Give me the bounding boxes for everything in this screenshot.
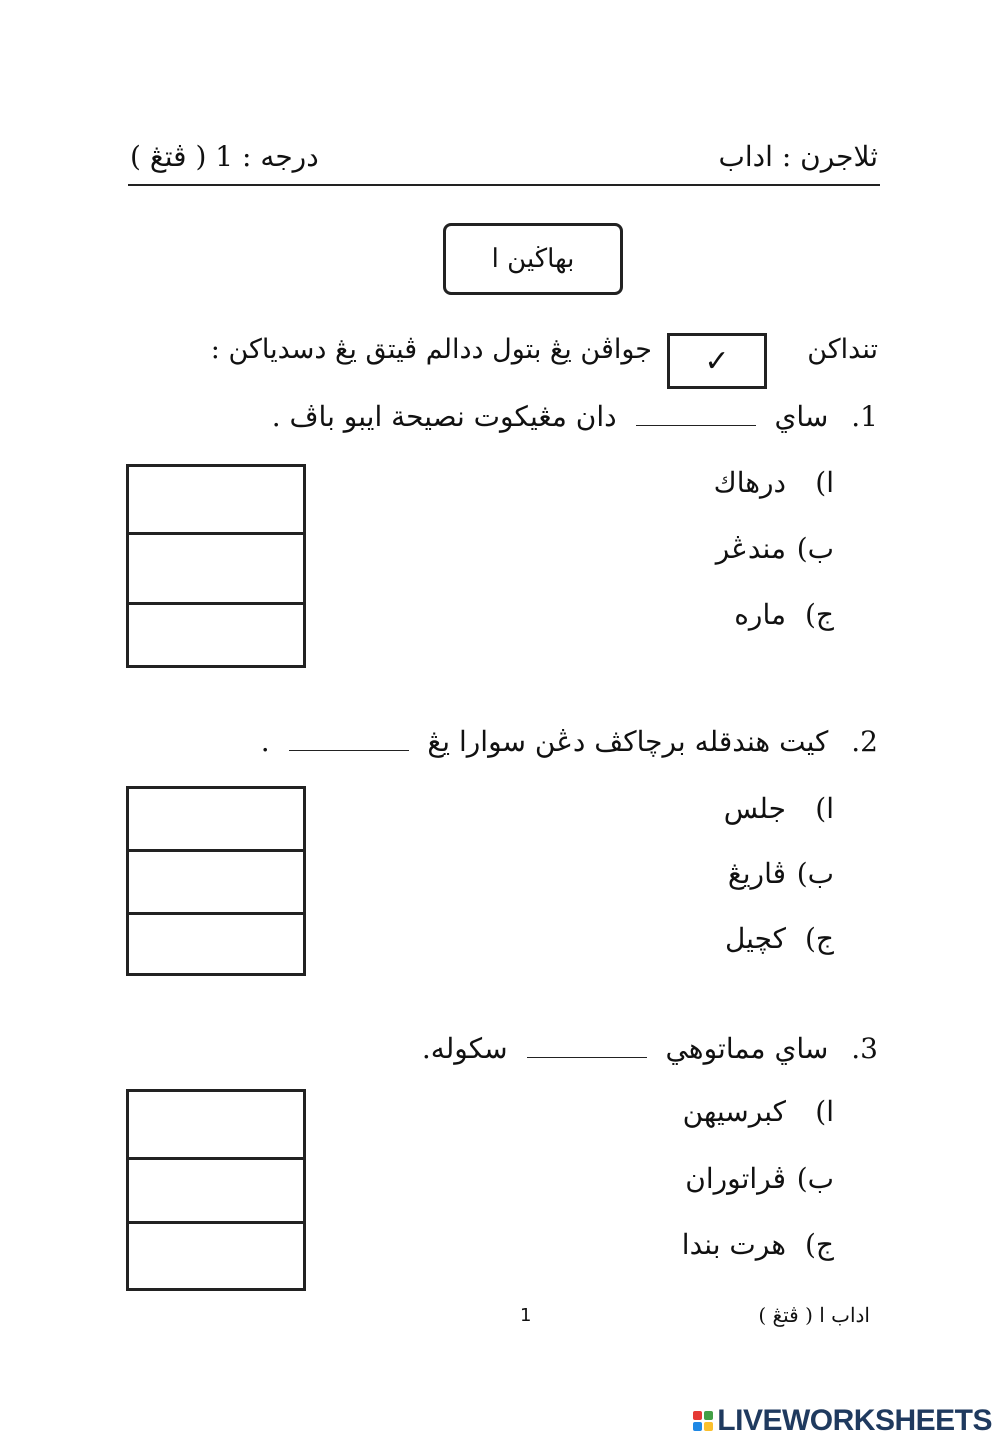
option-letter: ج) [805,1228,834,1261]
option-text: مندڠر [715,532,786,565]
option-letter: ا) [815,1095,834,1128]
question-3 [422,1032,878,1065]
option-letter: ج) [805,598,834,631]
grade-text: درجه : [242,140,319,173]
question-text-before: ساي مماتوهي [665,1032,829,1065]
liveworksheets-logo-icon [693,1411,713,1431]
answer-box-b[interactable] [129,1160,303,1224]
answer-box-b[interactable] [129,535,303,605]
option-text: ڤاريڠ [727,857,786,890]
question-number: 2. [851,725,878,758]
fill-blank [527,1056,647,1058]
brand-name: LIVEWORKSHEETS [717,1404,992,1437]
fill-blank [636,424,756,426]
option-c [682,1228,834,1261]
question-text-after: دان مڠيكوت نصيحة ايبو باڤ . [271,400,617,433]
checkmark-icon: ✓ [704,343,730,379]
option-c [725,922,834,955]
section-title-box [443,223,623,295]
option-letter: ا) [815,792,834,825]
option-text: درهاك [713,466,786,499]
option-letter: ا) [815,466,834,499]
option-text: هرت بندا [681,1228,786,1261]
option-letter: ب) [796,532,834,565]
option-a [683,1095,834,1128]
answer-box-c[interactable] [129,605,303,665]
option-b [685,1162,834,1195]
question-2 [261,725,878,758]
option-text: جلس [723,792,786,825]
answer-box-b[interactable] [129,852,303,915]
answer-grid-3 [126,1089,306,1291]
answer-box-a[interactable] [129,1092,303,1160]
option-text: كچيل [724,922,786,955]
option-b [728,857,834,890]
option-c [734,598,834,631]
option-a [724,792,834,825]
liveworksheets-brand [693,1404,992,1438]
answer-box-a[interactable] [129,789,303,852]
answer-box-a[interactable] [129,467,303,535]
answer-box-c[interactable] [129,915,303,973]
option-text: كبرسيهن [682,1095,786,1128]
answer-grid-2 [126,786,306,976]
grade-level: ( ڤتڠ ) [130,140,207,173]
fill-blank [289,749,409,751]
subject-label: ثلاجرن : اداب [718,140,878,173]
option-letter: ب) [796,1162,834,1195]
option-a [714,466,834,499]
grade-label [130,140,319,173]
instruction-after: جواڤن يڠ بتول ددالم ڤيتق يڠ دسدياكن : [210,334,652,365]
question-text-before: كيت هندقله برچاكڤ دڠن سوارا يڠ [427,725,829,758]
answer-box-c[interactable] [129,1224,303,1288]
option-letter: ج) [805,922,834,955]
page-number: 1 [520,1305,532,1326]
question-text-before: ساي [774,400,829,433]
question-text-after: . [260,725,270,758]
answer-grid-1 [126,464,306,668]
option-text: ماره [734,598,786,631]
footer-label: اداب ا ( ڤتڠ ) [758,1303,870,1327]
instruction-before: تنداكن [807,334,878,365]
question-text-after: سكوله. [421,1032,508,1065]
section-title: بهاڬين ا [491,244,575,274]
grade-number: 1 [215,140,234,173]
option-b [716,532,834,565]
question-number: 3. [851,1032,878,1065]
question-number: 1. [851,400,878,433]
header-divider [128,184,880,186]
question-1 [272,400,878,433]
checkmark-example-box [667,333,767,389]
option-letter: ب) [796,857,834,890]
option-text: ڤراتوران [685,1162,786,1195]
